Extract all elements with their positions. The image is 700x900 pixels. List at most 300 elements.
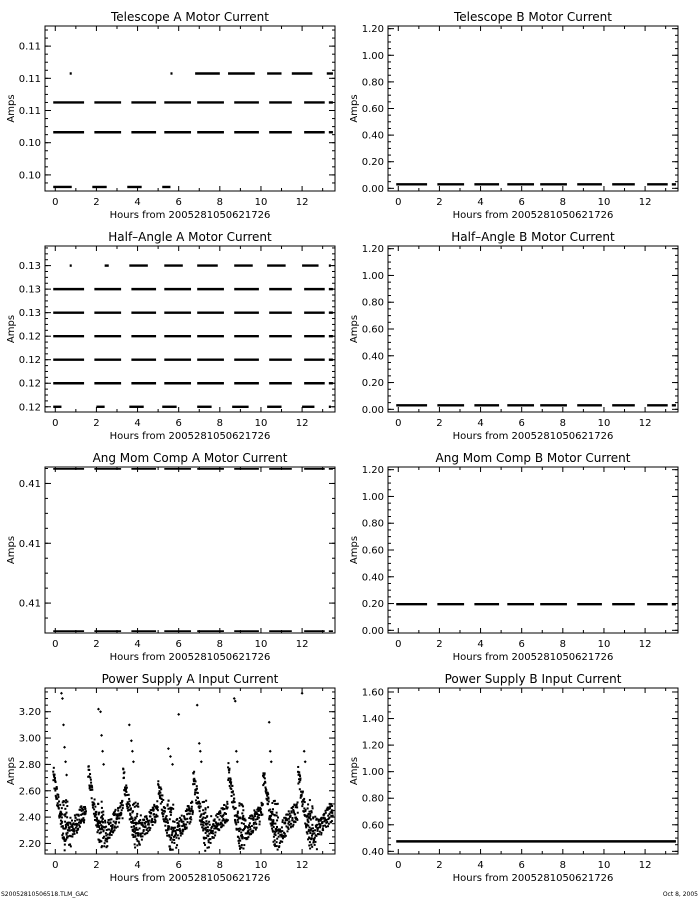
data-point [271, 811, 273, 813]
data-point [133, 826, 135, 828]
data-point [134, 806, 136, 808]
data-point [202, 809, 204, 811]
data-point [274, 823, 276, 825]
data-point [72, 826, 74, 828]
data-point [307, 820, 309, 822]
data-point [88, 769, 90, 771]
y-tick-label: 0.11 [18, 73, 41, 85]
data-point [321, 817, 323, 819]
data-point [103, 845, 105, 847]
data-point [134, 846, 136, 848]
data-point [153, 813, 155, 815]
data-point [105, 826, 107, 828]
data-point [141, 822, 143, 824]
y-tick-label: 0.12 [18, 355, 41, 367]
data-point [276, 826, 278, 828]
data-point [89, 777, 91, 779]
data-point [241, 812, 243, 814]
y-tick-label: 0.11 [18, 106, 41, 118]
data-point [226, 803, 228, 805]
data-point [115, 809, 117, 811]
data-point [61, 813, 63, 815]
data-point [219, 810, 221, 812]
plot-frame [45, 26, 335, 191]
data-point [288, 828, 290, 830]
outlier-point [304, 760, 307, 763]
data-point [239, 840, 241, 842]
x-tick-label: 10 [597, 418, 611, 429]
data-point [115, 823, 117, 825]
data-point [203, 842, 205, 844]
x-axis-label: Hours from 2005281050621726 [452, 873, 614, 884]
data-point [264, 772, 266, 774]
data-point [143, 829, 145, 831]
data-point [240, 832, 242, 834]
data-point [152, 824, 154, 826]
data-point [58, 800, 60, 802]
data-point [154, 820, 156, 822]
plot-frame [45, 246, 335, 412]
data-point [134, 819, 136, 821]
data-point [84, 808, 86, 810]
data-point [207, 830, 209, 832]
chart-title: Ang Mom Comp B Motor Current [435, 451, 631, 465]
data-point [166, 832, 168, 834]
data-point [228, 768, 230, 770]
x-tick-label: 8 [216, 197, 224, 208]
data-marks [52, 692, 334, 852]
data-point [101, 845, 103, 847]
data-point [62, 833, 64, 835]
data-point [91, 797, 93, 799]
data-point [122, 807, 124, 809]
data-point [230, 781, 232, 783]
data-point [270, 815, 272, 817]
data-point [189, 813, 191, 815]
data-point [88, 765, 90, 767]
x-tick-label: 4 [134, 197, 141, 208]
data-point [167, 820, 169, 822]
data-point [61, 816, 63, 818]
data-point [117, 810, 119, 812]
data-point [83, 821, 85, 823]
data-point [133, 803, 135, 805]
x-axis-label: Hours from 2005281050621726 [109, 652, 271, 663]
data-point [327, 825, 329, 827]
data-point [69, 817, 71, 819]
data-point [202, 816, 204, 818]
data-point [172, 804, 174, 806]
y-tick-label: 3.20 [18, 707, 41, 719]
data-point [61, 821, 63, 823]
data-point [226, 801, 228, 803]
y-tick-label: 0.10 [18, 170, 41, 182]
data-point [191, 813, 193, 815]
data-point [271, 802, 273, 804]
data-point [111, 827, 113, 829]
data-point [122, 804, 124, 806]
data-point [315, 835, 317, 837]
data-point [310, 844, 312, 846]
data-point [276, 819, 278, 821]
data-point [161, 801, 163, 803]
data-point [68, 827, 70, 829]
x-tick-label: 10 [254, 418, 268, 429]
x-tick-label: 4 [477, 418, 484, 429]
data-point [224, 808, 226, 810]
plot-frame [388, 26, 678, 191]
data-point [161, 794, 163, 796]
data-point [307, 803, 309, 805]
data-point [241, 844, 243, 846]
data-point [316, 824, 318, 826]
data-point [252, 819, 254, 821]
plot-frame [388, 688, 678, 854]
data-point [179, 830, 181, 832]
data-point [311, 846, 313, 848]
y-tick-label: 1.20 [361, 740, 384, 752]
data-point [164, 807, 166, 809]
data-point [264, 782, 266, 784]
data-point [279, 828, 281, 830]
data-point [276, 803, 278, 805]
data-point [170, 837, 172, 839]
data-point [196, 785, 198, 787]
data-point [325, 812, 327, 814]
data-point [54, 774, 56, 776]
data-point [167, 808, 169, 810]
y-tick-label: 0.41 [18, 478, 41, 490]
data-point [96, 831, 98, 833]
data-point [105, 832, 107, 834]
data-point [291, 812, 293, 814]
data-point [70, 845, 72, 847]
data-point [130, 807, 132, 809]
data-point [139, 827, 141, 829]
data-point [314, 841, 316, 843]
x-tick-label: 10 [597, 197, 611, 208]
data-point [209, 824, 211, 826]
outlier-point [62, 723, 65, 726]
data-point [264, 777, 266, 779]
data-point [249, 826, 251, 828]
data-point [132, 810, 134, 812]
outlier-point [198, 742, 201, 745]
data-point [195, 799, 197, 801]
data-point [136, 813, 138, 815]
outlier-point [65, 773, 68, 776]
data-point [317, 830, 319, 832]
data-point [276, 815, 278, 817]
y-tick-label: 0.00 [361, 625, 384, 637]
data-point [255, 829, 257, 831]
x-tick-label: 12 [295, 639, 309, 650]
data-point [247, 836, 249, 838]
data-point [233, 794, 235, 796]
data-point [73, 829, 75, 831]
data-point [312, 833, 314, 835]
data-point [171, 841, 173, 843]
data-point [141, 835, 143, 837]
data-point [76, 825, 78, 827]
data-point [249, 822, 251, 824]
footer-file-label: S20052810506518.TLM_GAC [1, 891, 89, 898]
data-point [121, 809, 123, 811]
x-tick-label: 12 [638, 197, 652, 208]
x-tick-label: 4 [477, 860, 484, 871]
data-point [245, 819, 247, 821]
outlier-point [61, 697, 64, 700]
data-point [131, 817, 133, 819]
data-point [164, 825, 166, 827]
data-point [178, 837, 180, 839]
data-point [307, 807, 309, 809]
data-point [297, 801, 299, 803]
data-point [203, 813, 205, 815]
data-point [122, 817, 124, 819]
data-point [168, 826, 170, 828]
data-point [129, 805, 131, 807]
data-point [65, 801, 67, 803]
data-point [167, 803, 169, 805]
data-point [212, 832, 214, 834]
data-point [238, 817, 240, 819]
data-point [82, 817, 84, 819]
data-point [326, 819, 328, 821]
data-point [180, 819, 182, 821]
y-axis-label: Amps [349, 94, 360, 123]
data-point [63, 814, 65, 816]
data-point [193, 771, 195, 773]
data-point [64, 808, 66, 810]
data-point [316, 848, 318, 850]
data-point [210, 842, 212, 844]
data-point [312, 827, 314, 829]
data-point [275, 834, 277, 836]
data-point [173, 839, 175, 841]
data-point [66, 834, 68, 836]
data-point [108, 829, 110, 831]
data-point [94, 798, 96, 800]
data-point [318, 833, 320, 835]
data-point [308, 844, 310, 846]
data-point [197, 797, 199, 799]
data-point [85, 813, 87, 815]
data-point [281, 826, 283, 828]
data-point [292, 824, 294, 826]
data-point [331, 805, 333, 807]
data-point [205, 837, 207, 839]
y-tick-label: 0.20 [361, 599, 384, 611]
data-point [208, 841, 210, 843]
data-point [308, 811, 310, 813]
data-point [160, 803, 162, 805]
data-point [196, 788, 198, 790]
data-point [209, 838, 211, 840]
y-tick-label: 0.60 [361, 324, 384, 336]
data-point [168, 800, 170, 802]
data-point [56, 798, 58, 800]
data-point [76, 814, 78, 816]
data-point [83, 819, 85, 821]
data-point [207, 835, 209, 837]
data-point [203, 822, 205, 824]
data-point [108, 819, 110, 821]
data-point [249, 828, 251, 830]
x-tick-label: 0 [52, 197, 59, 208]
data-point [174, 827, 176, 829]
chart-title: Half–Angle B Motor Current [451, 230, 615, 244]
data-point [134, 817, 136, 819]
y-tick-label: 0.12 [18, 402, 41, 414]
data-point [104, 820, 106, 822]
data-point [85, 810, 87, 812]
chart-3 [349, 230, 678, 442]
data-point [64, 844, 66, 846]
data-point [292, 825, 294, 827]
y-tick-label: 0.20 [361, 378, 384, 390]
data-point [311, 837, 313, 839]
data-point [238, 838, 240, 840]
data-point [214, 834, 216, 836]
chart-title: Half–Angle A Motor Current [108, 230, 272, 244]
data-point [102, 818, 104, 820]
data-point [107, 833, 109, 835]
x-tick-label: 2 [93, 418, 100, 429]
data-point [256, 827, 258, 829]
y-tick-label: 0.40 [361, 351, 384, 363]
plot-frame [388, 467, 678, 633]
data-point [309, 832, 311, 834]
data-point [136, 844, 138, 846]
data-point [74, 833, 76, 835]
data-point [66, 816, 68, 818]
data-point [160, 788, 162, 790]
data-point [296, 819, 298, 821]
data-point [97, 803, 99, 805]
data-point [309, 847, 311, 849]
data-point [320, 832, 322, 834]
y-tick-label: 2.20 [18, 838, 41, 850]
data-point [76, 832, 78, 834]
outlier-point [269, 750, 272, 753]
chart-2 [6, 230, 335, 442]
x-tick-label: 2 [436, 197, 443, 208]
data-point [143, 819, 145, 821]
y-tick-label: 1.60 [361, 687, 384, 699]
data-point [188, 806, 190, 808]
data-point [305, 826, 307, 828]
data-point [247, 827, 249, 829]
data-point [231, 785, 233, 787]
data-point [326, 821, 328, 823]
data-point [276, 812, 278, 814]
data-point [157, 780, 159, 782]
data-point [110, 822, 112, 824]
outlier-point [303, 750, 306, 753]
data-point [199, 803, 201, 805]
data-point [171, 807, 173, 809]
data-point [132, 836, 134, 838]
data-point [62, 825, 64, 827]
data-point [134, 843, 136, 845]
chart-title: Power Supply B Input Current [444, 672, 622, 686]
data-point [137, 832, 139, 834]
y-tick-label: 0.13 [18, 284, 41, 296]
data-point [188, 807, 190, 809]
data-point [106, 840, 108, 842]
data-point [332, 815, 334, 817]
data-point [329, 805, 331, 807]
y-tick-label: 2.40 [18, 812, 41, 824]
outlier-point [97, 708, 100, 711]
data-point [156, 800, 158, 802]
data-point [314, 829, 316, 831]
data-point [210, 815, 212, 817]
data-point [251, 825, 253, 827]
data-point [238, 802, 240, 804]
data-point [148, 820, 150, 822]
data-point [286, 830, 288, 832]
data-point [265, 789, 267, 791]
data-point [202, 829, 204, 831]
x-tick-label: 8 [559, 860, 567, 871]
data-point [218, 819, 220, 821]
data-point [104, 842, 106, 844]
y-tick-label: 0.12 [18, 331, 41, 343]
outlier-point [200, 760, 203, 763]
data-point [111, 834, 113, 836]
data-point [257, 807, 259, 809]
data-point [241, 834, 243, 836]
data-point [124, 794, 126, 796]
chart-1 [349, 10, 678, 221]
data-point [89, 773, 91, 775]
chart-5 [349, 451, 678, 663]
data-point [282, 819, 284, 821]
data-point [225, 813, 227, 815]
data-point [314, 844, 316, 846]
outlier-point [63, 746, 66, 749]
data-marks [53, 266, 333, 407]
data-point [53, 767, 55, 769]
data-point [219, 812, 221, 814]
data-point [204, 844, 206, 846]
x-tick-label: 6 [518, 860, 525, 871]
data-point [276, 841, 278, 843]
data-point [75, 827, 77, 829]
data-point [98, 826, 100, 828]
data-point [322, 829, 324, 831]
x-tick-label: 2 [93, 197, 100, 208]
data-point [100, 831, 102, 833]
data-point [59, 804, 61, 806]
data-point [215, 831, 217, 833]
data-point [314, 837, 316, 839]
data-point [91, 789, 93, 791]
x-tick-label: 6 [518, 418, 525, 429]
data-point [65, 826, 67, 828]
y-tick-label: 0.40 [361, 572, 384, 584]
data-point [118, 821, 120, 823]
data-point [61, 807, 63, 809]
data-point [274, 839, 276, 841]
data-point [78, 815, 80, 817]
x-tick-label: 0 [395, 639, 402, 650]
data-point [207, 826, 209, 828]
data-point [151, 818, 153, 820]
chart-title: Telescope B Motor Current [453, 10, 613, 24]
